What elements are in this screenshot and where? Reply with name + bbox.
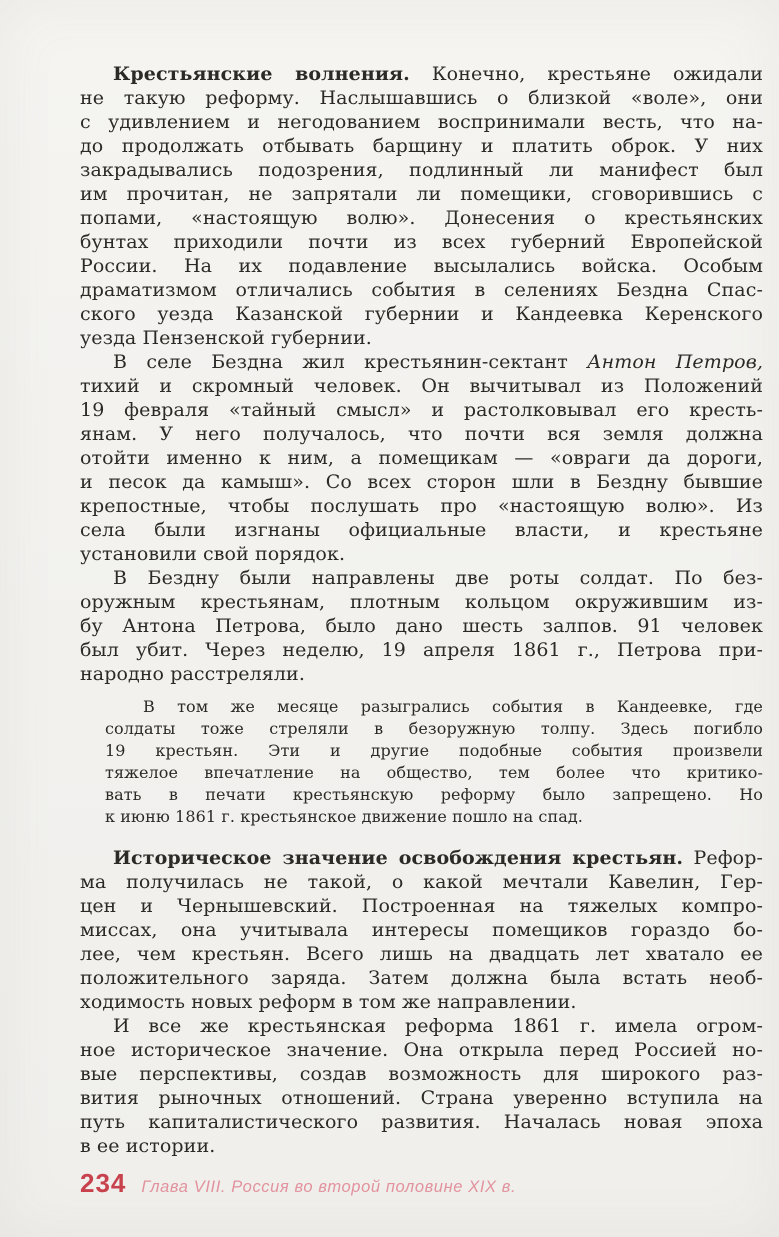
text-run: цен и Чернышевский. Построенная на тяжелых компро- <box>80 895 763 917</box>
text-run: Конечно, крестьяне ожидали <box>409 63 763 85</box>
text-run: вать в печати крестьянскую реформу было запрещено. Но <box>105 785 763 804</box>
inset-paragraph <box>105 696 763 828</box>
text-run: закрадывались подозрения, подлинный ли манифест был <box>80 159 763 181</box>
text-run: в ее истории. <box>80 1135 216 1157</box>
text-run: Рефор- <box>683 847 763 869</box>
text-run: установили свой порядок. <box>80 543 346 565</box>
text-run: крепостные, чтобы послушать про «настоящую волю». Из <box>80 495 763 517</box>
text-line <box>80 1110 763 1134</box>
text-line <box>80 230 763 254</box>
text-run: ма получилась не такой, о какой мечтали Кавелин, Гер- <box>80 871 763 893</box>
text-line <box>80 918 763 942</box>
text-line <box>80 566 763 590</box>
text-run: положительного заряда. Затем должна была встать необ- <box>80 967 763 989</box>
paragraph <box>80 350 763 566</box>
text-run: с удивлением и негодованием воспринимали весть, что на- <box>80 111 763 133</box>
text-run: вития рыночных отношений. Страна уверенно вступила на <box>80 1087 763 1109</box>
text-line <box>80 470 763 494</box>
text-line <box>80 518 763 542</box>
text-line <box>80 990 763 1014</box>
text-line <box>80 1014 763 1038</box>
text-run: вые перспективы, создав возможность для широкого раз- <box>80 1063 763 1085</box>
text-line <box>105 784 763 806</box>
text-line <box>80 398 763 422</box>
text-run: попами, «настоящую волю». Донесения о крестьянских <box>80 207 763 229</box>
text-line <box>80 494 763 518</box>
text-run: народно расстреляли. <box>80 663 305 685</box>
text-run: В Бездну были направлены две роты солдат. По без- <box>113 567 763 589</box>
text-run: до продолжать отбывать барщину и платить оброк. У них <box>80 135 763 157</box>
text-run: им прочитан, не запрятали ли помещики, сговорившись с <box>80 183 763 205</box>
text-run: В селе Бездна жил крестьянин-сектант <box>113 351 588 373</box>
text-line <box>80 326 763 350</box>
text-line <box>105 740 763 762</box>
bold-run-in-heading: Историческое значение освобождения крестьян. <box>113 847 684 869</box>
text-run: 19 февраля «тайный смысл» и растолковывал его кресть- <box>80 399 763 421</box>
text-line <box>80 846 763 870</box>
text-line <box>80 870 763 894</box>
text-line <box>80 1086 763 1110</box>
text-line <box>80 662 763 686</box>
text-line <box>80 254 763 278</box>
text-line <box>80 374 763 398</box>
text-line <box>80 894 763 918</box>
text-run: бунтах приходили почти из всех губерний Европейской <box>80 231 763 253</box>
text-line <box>80 62 763 86</box>
text-line <box>80 158 763 182</box>
text-run: тяжелое впечатление на общество, тем более что критико- <box>105 763 763 782</box>
text-run: ходимость новых реформ в том же направлении. <box>80 991 577 1013</box>
text-run: уезда Пензенской губернии. <box>80 327 372 349</box>
text-line <box>80 614 763 638</box>
text-line <box>80 110 763 134</box>
text-line <box>105 762 763 784</box>
text-line <box>105 806 763 828</box>
bold-run-in-heading: Крестьянские волнения. <box>113 63 410 85</box>
text-run: ского уезда Казанской губернии и Кандеевка Керенского <box>80 303 763 325</box>
text-run: был убит. Через неделю, 19 апреля 1861 г., Петрова при- <box>80 639 763 661</box>
chapter-title: Глава VIII. Россия во второй половине XIX в. <box>141 1178 517 1196</box>
text-run: и песок да камыш». Со всех сторон шли в Бездну бывшие <box>80 471 763 493</box>
text-run: ное историческое значение. Она открыла перед Россией но- <box>80 1039 763 1061</box>
text-run: янам. У него получалось, что почти вся земля должна <box>80 423 763 445</box>
text-run: солдаты тоже стреляли в безоружную толпу. Здесь погибло <box>105 719 763 738</box>
text-run: села были изгнаны официальные власти, и крестьяне <box>80 519 763 541</box>
text-run: драматизмом отличались события в селениях Бездна Спас- <box>80 279 763 301</box>
text-run: тихий и скромный человек. Он вычитывал из Положений <box>80 375 763 397</box>
page-footer <box>80 1168 779 1199</box>
text-line <box>80 942 763 966</box>
text-line <box>80 590 763 614</box>
text-line <box>80 278 763 302</box>
page-number: 234 <box>80 1168 127 1198</box>
text-run: И все же крестьянская реформа 1861 г. имела огром- <box>113 1015 763 1037</box>
text-line <box>105 718 763 740</box>
paragraph <box>80 846 763 1014</box>
text-line <box>80 542 763 566</box>
paragraph <box>80 1014 763 1158</box>
text-line <box>80 86 763 110</box>
text-run: России. На их подавление высылались войска. Особым <box>80 255 763 277</box>
text-line <box>80 638 763 662</box>
text-line <box>80 302 763 326</box>
text-run: отойти именно к ним, а помещикам — «овраги да дороги, <box>80 447 763 469</box>
italic-name: Антон Петров, <box>587 351 763 373</box>
text-run: бу Антона Петрова, было дано шесть залпов. 91 человек <box>80 615 763 637</box>
text-line <box>80 1134 763 1158</box>
text-line <box>80 446 763 470</box>
paragraph <box>80 566 763 686</box>
text-run: оружным крестьянам, плотным кольцом окружившим из- <box>80 591 763 613</box>
text-run: к июню 1861 г. крестьянское движение пошло на спад. <box>105 807 583 826</box>
text-run: путь капиталистического развития. Началась новая эпоха <box>80 1111 763 1133</box>
text-line <box>80 422 763 446</box>
text-run: В том же месяце разыгрались события в Кандеевке, где <box>143 697 763 716</box>
text-line <box>80 206 763 230</box>
text-line <box>80 966 763 990</box>
text-line <box>80 182 763 206</box>
text-line <box>80 350 763 374</box>
text-run: 19 крестьян. Эти и другие подобные события произвели <box>105 741 763 760</box>
text-run: миссах, она учитывала интересы помещиков гораздо бо- <box>80 919 763 941</box>
text-line <box>80 134 763 158</box>
paragraph <box>80 62 763 350</box>
text-line <box>80 1038 763 1062</box>
text-run: не такую реформу. Наслышавшись о близкой «воле», они <box>80 87 763 109</box>
text-line <box>80 1062 763 1086</box>
text-run: лее, чем крестьян. Всего лишь на двадцать лет хватало ее <box>80 943 763 965</box>
text-line <box>105 696 763 718</box>
